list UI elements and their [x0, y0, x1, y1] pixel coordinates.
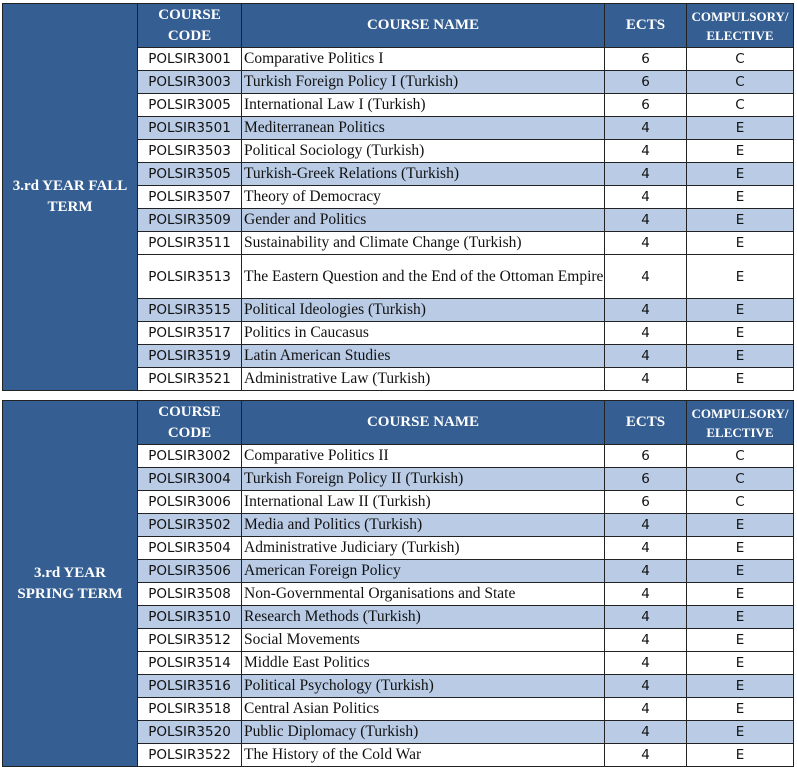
- course-code: POLSIR3520: [138, 721, 242, 744]
- header-ects: ECTS: [605, 401, 687, 445]
- course-name: Comparative Politics I: [242, 48, 605, 71]
- course-name: Administrative Judiciary (Turkish): [242, 537, 605, 560]
- course-type: E: [687, 140, 794, 163]
- course-name: Politics in Caucasus: [242, 322, 605, 345]
- course-ects: 6: [605, 71, 687, 94]
- course-code: POLSIR3509: [138, 209, 242, 232]
- course-type: E: [687, 537, 794, 560]
- course-ects: 4: [605, 186, 687, 209]
- course-code: POLSIR3516: [138, 675, 242, 698]
- header-ects: ECTS: [605, 4, 687, 48]
- course-type: E: [687, 652, 794, 675]
- course-type: E: [687, 583, 794, 606]
- term-label-line1: 3.rd YEAR FALL: [12, 178, 128, 194]
- course-name: Political Ideologies (Turkish): [242, 299, 605, 322]
- course-name: American Foreign Policy: [242, 560, 605, 583]
- course-code: POLSIR3504: [138, 537, 242, 560]
- course-ects: 4: [605, 163, 687, 186]
- course-name: Public Diplomacy (Turkish): [242, 721, 605, 744]
- term-label-line1: 3.rd YEAR: [34, 564, 106, 581]
- course-ects: 4: [605, 209, 687, 232]
- course-type: E: [687, 117, 794, 140]
- header-course-name: COURSE NAME: [242, 4, 605, 48]
- course-ects: 4: [605, 117, 687, 140]
- course-name: The History of the Cold War: [242, 744, 605, 767]
- course-code: POLSIR3512: [138, 629, 242, 652]
- course-name: Gender and Politics: [242, 209, 605, 232]
- course-code: POLSIR3507: [138, 186, 242, 209]
- course-ects: 4: [605, 583, 687, 606]
- course-code: POLSIR3518: [138, 698, 242, 721]
- course-name: Media and Politics (Turkish): [242, 514, 605, 537]
- course-ects: 4: [605, 560, 687, 583]
- course-name: Social Movements: [242, 629, 605, 652]
- course-code: POLSIR3510: [138, 606, 242, 629]
- course-name: Latin American Studies: [242, 345, 605, 368]
- term-label: [3, 401, 138, 767]
- course-name: Theory of Democracy: [242, 186, 605, 209]
- course-type: E: [687, 322, 794, 345]
- header-row: [3, 4, 794, 48]
- course-name: The Eastern Question and the End of the Ottoman Empire: [242, 255, 605, 299]
- course-name: International Law II (Turkish): [242, 491, 605, 514]
- course-code: POLSIR3513: [138, 255, 242, 299]
- course-code: POLSIR3515: [138, 299, 242, 322]
- course-code: POLSIR3502: [138, 514, 242, 537]
- course-code: POLSIR3505: [138, 163, 242, 186]
- course-code: POLSIR3006: [138, 491, 242, 514]
- course-type: E: [687, 163, 794, 186]
- term-label-line2: TERM: [47, 199, 93, 215]
- course-type: E: [687, 514, 794, 537]
- course-name: Research Methods (Turkish): [242, 606, 605, 629]
- course-name: Middle East Politics: [242, 652, 605, 675]
- course-ects: 4: [605, 140, 687, 163]
- course-code: POLSIR3521: [138, 368, 242, 391]
- course-ects: 6: [605, 491, 687, 514]
- header-course-code: COURSE CODE: [138, 401, 242, 445]
- course-ects: 4: [605, 675, 687, 698]
- course-type: E: [687, 606, 794, 629]
- course-code: POLSIR3508: [138, 583, 242, 606]
- header-row: [3, 401, 794, 445]
- course-type: E: [687, 368, 794, 391]
- course-name: Non-Governmental Organisations and State: [242, 583, 605, 606]
- course-type: E: [687, 698, 794, 721]
- course-type: E: [687, 232, 794, 255]
- term-label: [3, 4, 138, 391]
- course-ects: 6: [605, 48, 687, 71]
- course-type: E: [687, 629, 794, 652]
- course-ects: 4: [605, 514, 687, 537]
- course-ects: 4: [605, 698, 687, 721]
- course-type: E: [687, 299, 794, 322]
- course-type: E: [687, 721, 794, 744]
- header-course-name: COURSE NAME: [242, 401, 605, 445]
- course-name: Turkish Foreign Policy II (Turkish): [242, 468, 605, 491]
- header-course-code: COURSE CODE: [138, 4, 242, 48]
- term-label-line2: SPRING TERM: [17, 585, 123, 602]
- course-ects: 4: [605, 368, 687, 391]
- course-code: POLSIR3517: [138, 322, 242, 345]
- course-name: International Law I (Turkish): [242, 94, 605, 117]
- course-name: Turkish-Greek Relations (Turkish): [242, 163, 605, 186]
- header-comp-line1: COMPULSORY/: [691, 405, 789, 421]
- course-code: POLSIR3003: [138, 71, 242, 94]
- course-ects: 4: [605, 255, 687, 299]
- fall-term-table: [2, 3, 794, 391]
- header-comp-line2: ELECTIVE: [706, 424, 774, 440]
- course-type: C: [687, 468, 794, 491]
- course-code: POLSIR3002: [138, 445, 242, 468]
- course-name: Political Psychology (Turkish): [242, 675, 605, 698]
- course-code: POLSIR3503: [138, 140, 242, 163]
- course-type: E: [687, 675, 794, 698]
- spring-term-table: [2, 400, 794, 767]
- course-code: POLSIR3514: [138, 652, 242, 675]
- course-ects: 4: [605, 537, 687, 560]
- course-type: E: [687, 345, 794, 368]
- course-type: C: [687, 491, 794, 514]
- course-type: C: [687, 48, 794, 71]
- course-ects: 4: [605, 345, 687, 368]
- course-code: POLSIR3506: [138, 560, 242, 583]
- course-type: E: [687, 209, 794, 232]
- course-ects: 4: [605, 232, 687, 255]
- header-compulsory-elective: [687, 401, 794, 445]
- course-ects: 4: [605, 629, 687, 652]
- course-code: POLSIR3519: [138, 345, 242, 368]
- course-code: POLSIR3501: [138, 117, 242, 140]
- course-type: E: [687, 186, 794, 209]
- course-type: E: [687, 560, 794, 583]
- course-type: E: [687, 255, 794, 299]
- course-type: E: [687, 744, 794, 767]
- course-type: C: [687, 71, 794, 94]
- course-ects: 4: [605, 744, 687, 767]
- course-type: C: [687, 445, 794, 468]
- course-code: POLSIR3522: [138, 744, 242, 767]
- course-code: POLSIR3005: [138, 94, 242, 117]
- course-ects: 6: [605, 445, 687, 468]
- header-comp-line2: ELECTIVE: [706, 27, 774, 43]
- course-ects: 4: [605, 322, 687, 345]
- course-ects: 4: [605, 652, 687, 675]
- header-comp-line1: COMPULSORY/: [691, 8, 789, 24]
- course-ects: 4: [605, 606, 687, 629]
- course-ects: 4: [605, 721, 687, 744]
- course-name: Sustainability and Climate Change (Turkish): [242, 232, 605, 255]
- course-name: Mediterranean Politics: [242, 117, 605, 140]
- course-ects: 6: [605, 468, 687, 491]
- course-code: POLSIR3511: [138, 232, 242, 255]
- header-compulsory-elective: [687, 4, 794, 48]
- course-ects: 6: [605, 94, 687, 117]
- course-ects: 4: [605, 299, 687, 322]
- course-name: Turkish Foreign Policy I (Turkish): [242, 71, 605, 94]
- course-type: C: [687, 94, 794, 117]
- course-code: POLSIR3001: [138, 48, 242, 71]
- course-name: Administrative Law (Turkish): [242, 368, 605, 391]
- course-name: Political Sociology (Turkish): [242, 140, 605, 163]
- course-name: Comparative Politics II: [242, 445, 605, 468]
- course-name: Central Asian Politics: [242, 698, 605, 721]
- course-code: POLSIR3004: [138, 468, 242, 491]
